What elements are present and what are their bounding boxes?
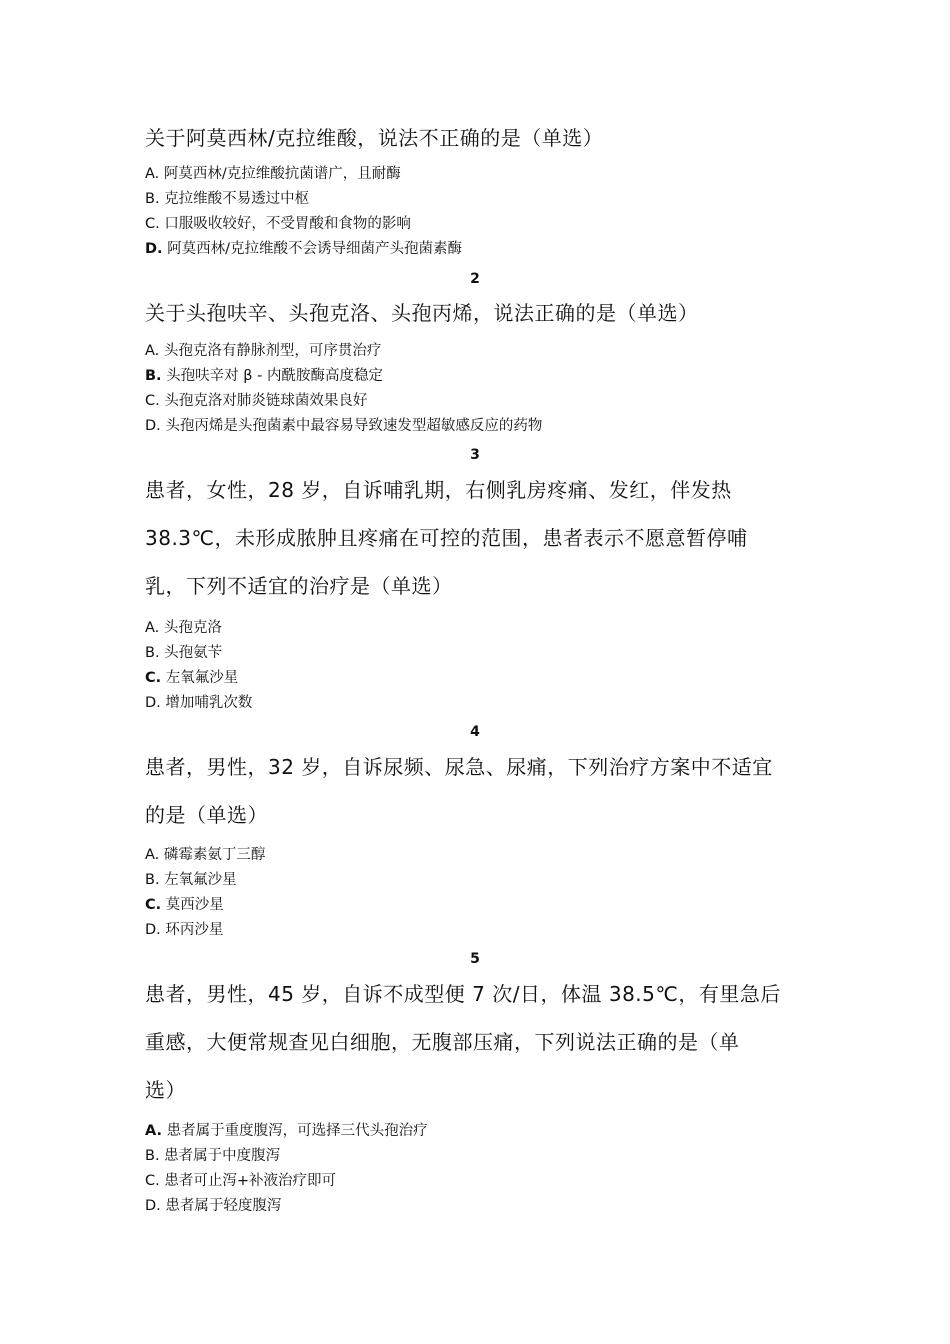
option-text: 头孢克洛有静脉剂型，可序贯治疗 [163, 343, 382, 359]
question-5-option-b [145, 1144, 815, 1169]
question-3-options [145, 616, 815, 716]
question-2-option-a [145, 339, 815, 364]
question-5-option-c [145, 1169, 815, 1194]
option-text: 环丙沙星 [165, 922, 224, 938]
option-text: 头孢克洛对肺炎链球菌效果良好 [164, 393, 368, 409]
question-3-text-line: 患者，女性，28 岁，自诉哺乳期，右侧乳房疼痛、发红，伴发热 [145, 478, 732, 502]
option-text: 克拉维酸不易透过中枢 [164, 191, 310, 207]
option-letter: D. [145, 241, 163, 257]
option-letter: D. [145, 922, 161, 938]
option-letter: C. [145, 216, 160, 232]
option-text: 患者属于轻度腹泻 [165, 1198, 282, 1214]
option-text: 磷霉素氨丁三醇 [163, 847, 266, 863]
option-text: 左氧氟沙星 [165, 670, 239, 686]
option-text: 莫西沙星 [165, 897, 224, 913]
question-5-option-d [145, 1194, 815, 1219]
option-letter: C. [145, 393, 160, 409]
question-5-text-line: 患者，男性，45 岁，自诉不成型便 7 次/日，体温 38.5℃，有里急后 [145, 982, 781, 1006]
question-2 [145, 289, 815, 337]
option-letter: B. [145, 645, 160, 661]
question-2-number: 2 [470, 271, 480, 287]
question-5-text-line: 重感，大便常规查见白细胞，无腹部压痛，下列说法正确的是（单 [145, 1030, 740, 1054]
option-text: 患者可止泻+补液治疗即可 [164, 1173, 336, 1189]
option-text: 左氧氟沙星 [164, 872, 237, 888]
question-3-text-line: 乳，下列不适宜的治疗是（单选） [145, 574, 453, 598]
question-1-option-a [145, 162, 815, 187]
question-4-option-b [145, 868, 815, 893]
question-1 [145, 114, 815, 162]
question-1-option-b [145, 187, 815, 212]
question-3-option-a [145, 616, 815, 641]
option-text: 口服吸收较好，不受胃酸和食物的影响 [164, 216, 411, 232]
option-letter: B. [145, 191, 160, 207]
question-1-option-d [145, 237, 815, 262]
option-text: 增加哺乳次数 [165, 695, 253, 711]
option-letter: A. [145, 847, 160, 863]
question-3-option-c [145, 666, 815, 691]
option-letter: C. [145, 670, 162, 686]
option-letter: A. [145, 1123, 162, 1139]
option-letter: C. [145, 1173, 160, 1189]
question-1-options [145, 162, 815, 262]
question-3 [145, 466, 815, 610]
question-4-option-d [145, 918, 815, 943]
option-letter: D. [145, 695, 161, 711]
option-letter: D. [145, 418, 161, 434]
option-text: 患者属于重度腹泻，可选择三代头孢治疗 [166, 1123, 428, 1139]
option-letter: A. [145, 166, 160, 182]
option-letter: A. [145, 343, 160, 359]
question-4-number: 4 [470, 724, 480, 740]
option-text: 头孢丙烯是头孢菌素中最容易导致速发型超敏感反应的药物 [165, 418, 543, 434]
option-letter: D. [145, 1198, 161, 1214]
option-text: 头孢氨苄 [164, 645, 223, 661]
question-3-text-line: 38.3℃，未形成脓肿且疼痛在可控的范围，患者表示不愿意暂停哺 [145, 526, 748, 550]
question-2-option-b [145, 364, 815, 389]
option-text: 阿莫西林/克拉维酸抗菌谱广，且耐酶 [163, 166, 401, 182]
question-4 [145, 743, 815, 839]
question-3-number: 3 [470, 447, 480, 463]
option-text: 头孢克洛 [163, 620, 222, 636]
question-2-option-d [145, 414, 815, 439]
question-1-text: 关于阿莫西林/克拉维酸，说法不正确的是（单选） [145, 126, 604, 150]
question-3-option-d [145, 691, 815, 716]
question-4-text-line: 患者，男性，32 岁，自诉尿频、尿急、尿痛，下列治疗方案中不适宜 [145, 755, 773, 779]
question-2-text: 关于头孢呋辛、头孢克洛、头孢丙烯，说法正确的是（单选） [145, 301, 699, 325]
question-5-options [145, 1119, 815, 1219]
question-4-options [145, 843, 815, 943]
question-2-option-c [145, 389, 815, 414]
option-letter: B. [145, 1148, 160, 1164]
option-letter: B. [145, 872, 160, 888]
question-1-option-c [145, 212, 815, 237]
option-text: 头孢呋辛对 β - 内酰胺酶高度稳定 [166, 368, 383, 384]
option-letter: C. [145, 897, 162, 913]
question-5-number: 5 [470, 951, 480, 967]
option-text: 患者属于中度腹泻 [164, 1148, 281, 1164]
question-5 [145, 970, 815, 1114]
option-text: 阿莫西林/克拉维酸不会诱导细菌产头孢菌素酶 [167, 241, 463, 257]
question-2-options [145, 339, 815, 439]
question-5-option-a [145, 1119, 815, 1144]
question-5-text-line: 选） [145, 1078, 186, 1102]
question-4-text-line: 的是（单选） [145, 803, 268, 827]
question-4-option-a [145, 843, 815, 868]
option-letter: A. [145, 620, 160, 636]
question-3-option-b [145, 641, 815, 666]
question-4-option-c [145, 893, 815, 918]
option-letter: B. [145, 368, 162, 384]
